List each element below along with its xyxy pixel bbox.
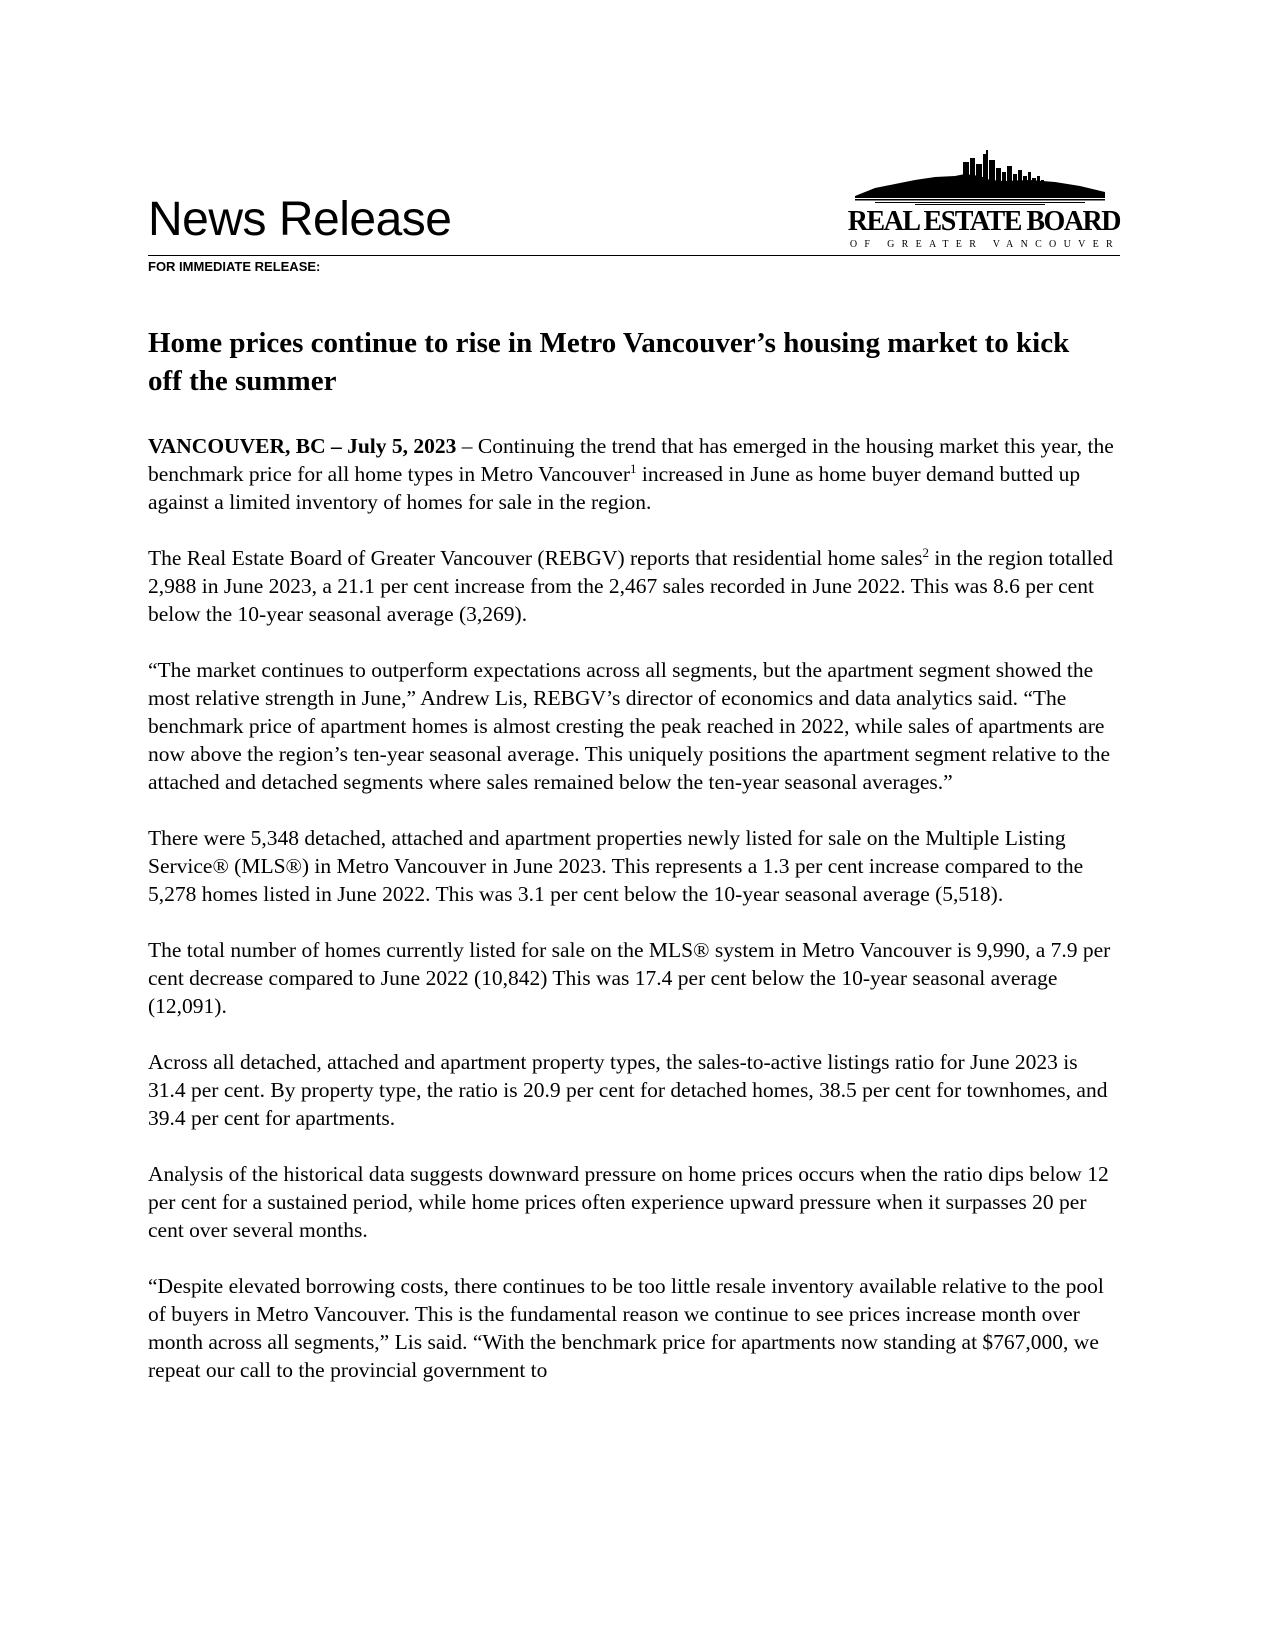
paragraph-1-text-a: – Continuing the trend that has emerged in the housing market this year, the benchmark price for all home types in Metro Vancouver <box>148 434 1114 486</box>
paragraph-1-text-b: increased in June as home buyer demand butted up against a limited inventory of homes for sale in the region. <box>148 462 1081 514</box>
paragraph-1 <box>148 432 1118 516</box>
release-tag: FOR IMMEDIATE RELEASE: <box>148 259 321 274</box>
paragraph-2-text-a: The Real Estate Board of Greater Vancouver (REBGV) reports that residential home sales <box>148 546 923 570</box>
city-skyline-logo-icon <box>855 150 1105 205</box>
headline: Home prices continue to rise in Metro Vancouver’s housing market to kick off the summer <box>148 327 1070 397</box>
paragraph-7: Analysis of the historical data suggests downward pressure on home prices occurs when the ratio dips below 12 per cent for a sustained period, while home prices often experience upward pressure when it surpasses 20 per cent over several months. <box>148 1162 1109 1242</box>
footnote-ref-1: 1 <box>630 460 637 476</box>
header-divider <box>148 255 1120 256</box>
page-title: News Release <box>148 193 452 246</box>
paragraph-4: There were 5,348 detached, attached and apartment properties newly listed for sale on the Multiple Listing Service® (MLS®) in Metro Vancouver in June 2023. This represents a 1.3 per cent increase compared to the 5,278 homes listed in June 2022. This was 3.1 per cent below the 10-year seasonal average (5,518). <box>148 826 1084 906</box>
paragraph-2-text-b: in the region totalled 2,988 in June 2023, a 21.1 per cent increase from the 2,467 sales recorded in June 2022. This was 8.6 per cent below the 10-year seasonal average (3,269). <box>148 546 1113 626</box>
dateline: VANCOUVER, BC – July 5, 2023 <box>148 434 457 458</box>
footnote-ref-2: 2 <box>922 544 930 560</box>
paragraph-2 <box>148 544 1118 628</box>
paragraph-5: The total number of homes currently listed for sale on the MLS® system in Metro Vancouver is 9,990, a 7.9 per cent decrease compared to June 2022 (10,842) This was 17.4 per cent below the 10-year seasonal average (12,091). <box>148 938 1111 1018</box>
paragraph-3: “The market continues to outperform expectations across all segments, but the apartment segment showed the most relative strength in June,” Andrew Lis, REBGV’s director of economics and data analytics said. “The benchmark price of apartment homes is almost cresting the peak reached in 2022, while sales of apartments are now above the region’s ten-year seasonal average. This uniquely positions the apartment segment relative to the attached and detached segments where sales remained below the ten-year seasonal averages.” <box>148 658 1111 794</box>
rebgv-logo <box>840 150 1120 250</box>
logo-subtitle: OF GREATER VANCOUVER <box>849 239 1120 250</box>
paragraph-6: Across all detached, attached and apartment property types, the sales-to-active listings ratio for June 2023 is 31.4 per cent. By property type, the ratio is 20.9 per cent for detached homes, 38.5 per cent for townhomes, and 39.4 per cent for apartments. <box>148 1050 1108 1130</box>
logo-name: REAL ESTATE BOARD <box>847 206 1120 237</box>
article-body <box>148 432 1118 1412</box>
paragraph-8: “Despite elevated borrowing costs, there continues to be too little resale inventory available relative to the pool of buyers in Metro Vancouver. This is the fundamental reason we continue to see prices increase month over month across all segments,” Lis said. “With the benchmark price for apartments now standing at $767,000, we repeat our call to the provincial government to <box>148 1274 1104 1382</box>
